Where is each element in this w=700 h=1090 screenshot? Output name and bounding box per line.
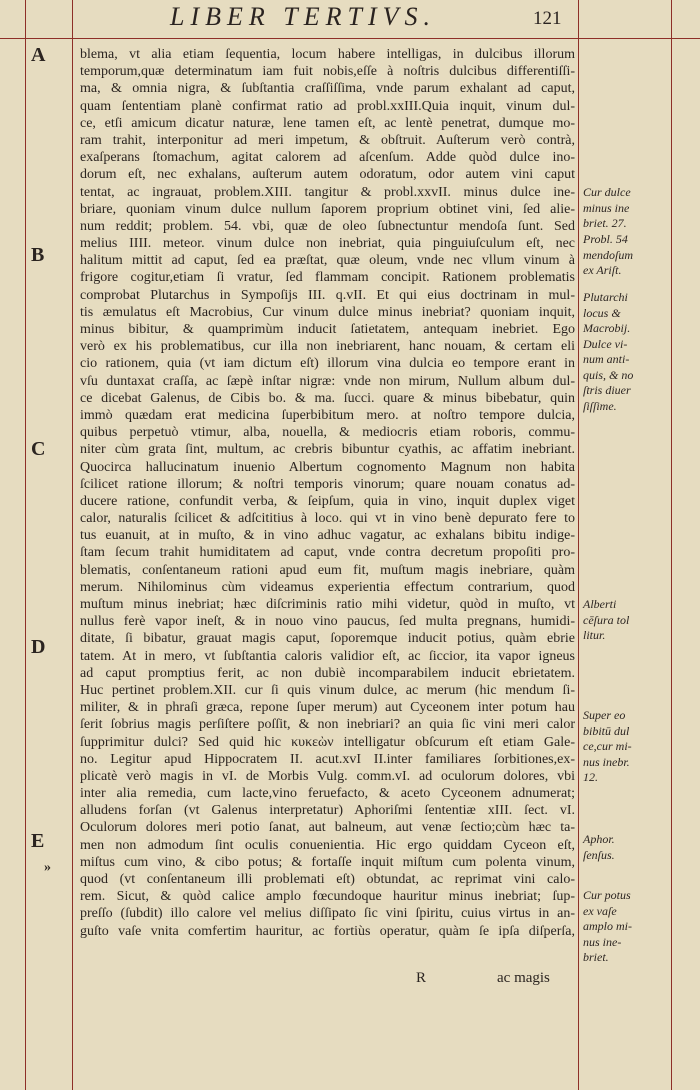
right-margin-rule xyxy=(671,0,672,1090)
margin-note-line: ce,cur mi- xyxy=(583,739,632,753)
margin-note-line: quis, & no xyxy=(583,367,634,382)
margin-note-line: ex vaſe xyxy=(583,903,617,918)
text-line: minus bibitur, & quamprimùm inducit ſatietatem, antequam inebriet. Ego xyxy=(80,322,575,337)
margin-note-line: nus ine- xyxy=(583,934,622,949)
text-line: exaſperans ſtomachum, agitat calorem ad aſcenſum. Adde quòd dulce ino- xyxy=(80,150,575,166)
margin-letter-b: B xyxy=(31,244,45,266)
text-line: tatem. At in mero, vt ſubſtantia caloris validior eſt, ac ſiccior, ita vapor igneus xyxy=(80,648,575,664)
text-line: men non admodum ſint oculis conuenientia. Hic ergo quiddam Cyceon eſt, xyxy=(80,837,575,853)
margin-note-line: mendoſum xyxy=(583,247,633,262)
text-line: niter cùm grata ſint, multum, ac crebris bibuntur cyathis, ac affatim inebriant. xyxy=(80,442,575,458)
page-number: 121 xyxy=(533,8,562,29)
margin-letter-d: D xyxy=(31,636,46,658)
left-inner-rule xyxy=(72,0,73,1090)
margin-note-line: locus & xyxy=(583,305,621,320)
text-line: ditate, ſi bibatur, grauat magis caput, ſoporemque inducit potius, quàm ebrie xyxy=(80,631,575,647)
marginal-quote-mark: » xyxy=(44,860,51,875)
margin-note-line: bibitū dul xyxy=(583,723,630,738)
margin-note-line: 12. xyxy=(583,770,598,784)
text-line: melius IIII. meteor. vinum dulce non inebriat, quia pinguiuſculum eſt, nec xyxy=(80,236,575,252)
margin-note-line: Probl. 54 xyxy=(583,232,628,246)
text-line: inter alia remedia, cum lacte,vino feruefacto, & aceto Cyceonem adnumerat; xyxy=(80,786,575,802)
text-line: briare, quoniam vinum dulce nullum ſaporem proprium obtinet vini, ſed alie- xyxy=(80,201,575,217)
margin-note-line: ſiſſime. xyxy=(583,398,617,413)
margin-note-line: litur. xyxy=(583,628,606,642)
text-line: plicatè verò magis in vI. de Morbis Vulg. comm.vI. ad oculorum dolores, vbi xyxy=(80,768,575,784)
main-text xyxy=(80,46,575,940)
text-line: ce, etſi amicum dicatur naturæ, lene tamen eſt, ac lentè penetrat, dumque mo- xyxy=(80,115,575,131)
text-line: merum. Nihilominus cùm videamus experientia effectum contrarium, quod xyxy=(80,579,575,595)
text-line: guſto vaſe vnita comfertim hauritur, ac fortiùs operatur, quàm ſe ipſa diſperſa, xyxy=(80,923,575,939)
margin-note xyxy=(583,708,667,786)
margin-letter-e: E xyxy=(31,830,45,852)
text-line: calor, naturalis ſcilicet & adſcititius à loco. qui vt in vino benè depurato fere to xyxy=(80,511,575,527)
margin-note-line: briet. xyxy=(583,950,609,964)
text-line: cio rationem, quia (vt iam dictum eſt) illorum vina dulcia eo tempore erant in xyxy=(80,356,575,372)
margin-note-line: nus inebr. xyxy=(583,754,630,769)
text-line: nullus ferè vapor ineſt, & in nouo vino paucus, ſed multa pregnans, humidi- xyxy=(80,614,575,630)
margin-letter-a: A xyxy=(31,44,46,66)
text-line: immò quædam erat medicina ſuperbibitum mero. at noſtro tempore dulcia, xyxy=(80,407,575,423)
text-line: ce dicebat Galenus, de Cibis bo. & ma. ſucci. quare & minus bibebatur, quin xyxy=(80,390,575,406)
left-margin-rule xyxy=(25,0,26,1090)
margin-note-line: Super eo xyxy=(583,708,626,722)
text-line: ma, & omnia nigra, & ſubſtantia craſſiſſima, vnde parum exhalant ad caput, xyxy=(80,81,575,97)
margin-note-line: Cur potus xyxy=(583,888,631,902)
margin-note xyxy=(583,185,667,232)
margin-note-line: cēſura tol xyxy=(583,612,630,627)
text-line: rem. Sicut, & quòd calice amplo fœcundoque hauritur minus inebriat; ſup- xyxy=(80,889,575,905)
margin-note xyxy=(583,888,667,966)
text-line: tus euanuit, at in muſto, & in vino adhuc vagatur, ac exhalans bibitu indige- xyxy=(80,528,575,544)
text-line: preſſo (ſubdit) illo calore vel melius diſſipato ſic vini ſpiritu, cuius virtus in an- xyxy=(80,906,575,922)
text-line: quod (vt conſentaneum illi problemati eſt) obtundat, ac reprimat vini calo- xyxy=(80,872,575,887)
header-rule xyxy=(0,38,700,39)
text-line: halitum mittit ad caput, ſed ea præſtat, quæ oleum, vnde nec vllum vinum à xyxy=(80,253,575,269)
signature-mark: R xyxy=(416,970,427,986)
text-line: muſtum minus inebriat; hæc diſcriminis ratio mihi videtur, quòd in muſto, vt xyxy=(80,597,575,612)
margin-note-line: ſenſus. xyxy=(583,847,615,862)
margin-note xyxy=(583,832,667,863)
right-inner-rule xyxy=(578,0,579,1090)
margin-note-line: ex Ariſt. xyxy=(583,263,622,277)
text-line: ſupprimitur dulci? Sed quid hic κυκεὼν intelligatur obſcurum eſt etiam Gale- xyxy=(80,734,575,750)
text-line: verò ex his problematibus, cur illa non inebriarent, hanc nouam, & certam eli xyxy=(80,339,575,355)
margin-note-line: Macrobij. xyxy=(583,321,631,335)
page-footer xyxy=(0,970,700,990)
margin-note-line: Dulce vi- xyxy=(583,336,628,351)
text-line: frigore cogitur,etiam ſi vratur, ſed flammam concipit. Rationem problematis xyxy=(80,270,575,286)
text-line: dorum eſt, nec exhalans, auſterum autem odoratum, odor autem vini caput xyxy=(80,167,575,183)
margin-note-line: minus ine xyxy=(583,200,630,215)
text-line: quibus perpetuò vtimur, alba, nouella, & mediocris etiam roboris, commu- xyxy=(80,425,575,441)
margin-note-line: briet. 27. xyxy=(583,216,627,230)
text-line: Huc pertinet problem.XII. cur ſi quis vinum dulce, ac merum (hic mendum ſi- xyxy=(80,682,575,698)
text-line: Oculorum dolores meri potio ſanat, aut balneum, aut venæ ſectio;cùm hæc ta- xyxy=(80,820,575,836)
text-line: blema, vt alia etiam ſequentia, locum habere intelligas, in dulcibus illorum xyxy=(80,47,575,62)
margin-note-line: Aphor. xyxy=(583,832,615,846)
text-line: tis æmulatus eſt Macrobius, Cur vinum dulce minus inebriat? quoniam inquit, xyxy=(80,304,575,320)
text-line: ſcilicet ratione illorum; & noſtri temporis vinorum; quare nouam conatus ad- xyxy=(80,476,575,492)
text-line: comprobat Plutarchus in Sympoſijs III. q.vII. Et qui eius doctrinam in mul- xyxy=(80,287,575,303)
text-line: ducere ratione, confundit verba, & ſeipſum, quia in vino, inquit duplex viget xyxy=(80,493,575,509)
margin-note-line: ſtris diuer xyxy=(583,383,631,397)
text-line: ſtam ſecum trahit humiditatem ad caput, vnde contra decretum propoſiti pro- xyxy=(80,545,575,561)
margin-note-line: num anti- xyxy=(583,352,630,366)
text-line: blematis, conſentaneum rationi apud eum fit, muſtum magis inebriare, quàm xyxy=(80,562,575,578)
running-head: LIBER TERTIVS. xyxy=(170,2,436,31)
text-line: militer, & in phraſi græca, repone ſuper merum) aut Cyceonem inter potum hau xyxy=(80,700,575,716)
margin-letter-c: C xyxy=(31,438,46,460)
text-line: miſtus cum vino, & cibo potus; & fortaſſe inquit miſtum cum polenta vinum, xyxy=(80,854,575,870)
margin-note-line: Alberti xyxy=(583,597,617,611)
text-line: ſerit ſobrius magis perſiſtere poſſit, & non inebriari? an quia ſic vini meri calor xyxy=(80,717,575,733)
text-line: no. Legitur apud Hippocratem II. acut.xvI II.inter familiares ſorbitiones,ex- xyxy=(80,751,575,767)
text-line: ram trahit, interponitur ad meri impetum, & obſtruit. Auſterum verò contrà, xyxy=(80,132,575,148)
text-line: ad caput promptius ferit, ac non dubiè incomparabilem inducit ebrietatem. xyxy=(80,665,575,681)
text-line: alludens forſan (vt Galenus interpretatur) Aphoriſmi ſententiæ xIII. ſect. vI. xyxy=(80,803,575,819)
margin-note-line: Plutarchi xyxy=(583,290,628,304)
text-line: vſu duntaxat craſſa, ac ſæpè inſtar nigræ: vnde non mirum, Nullum album dul- xyxy=(80,373,575,389)
text-line: quam ſententiam planè confirmat ratio ad probl.xxIII.Quia inquit, vinum dul- xyxy=(80,98,575,114)
margin-note xyxy=(583,232,667,279)
text-line: temporum,quæ determinatum iam fuit nobis,eſſe à noſtris dulcibus differentiſſi- xyxy=(80,64,575,80)
text-line: Quocirca hallucinatum inuenio Albertum cognomento Magnum non habita xyxy=(80,459,575,475)
text-line: tentat, ac ingrauat, problem.XIII. tangitur & probl.xxvII. minus dulce ine- xyxy=(80,184,575,200)
margin-note-line: Cur dulce xyxy=(583,185,631,199)
margin-note xyxy=(583,597,667,644)
margin-note xyxy=(583,290,667,414)
catchword: ac magis xyxy=(497,970,550,986)
margin-note-line: amplo mi- xyxy=(583,919,632,933)
text-line: num reddit; problem. 54. vbi, quæ de oleo ſubnectuntur mendoſa ſunt. Sed xyxy=(80,218,575,234)
